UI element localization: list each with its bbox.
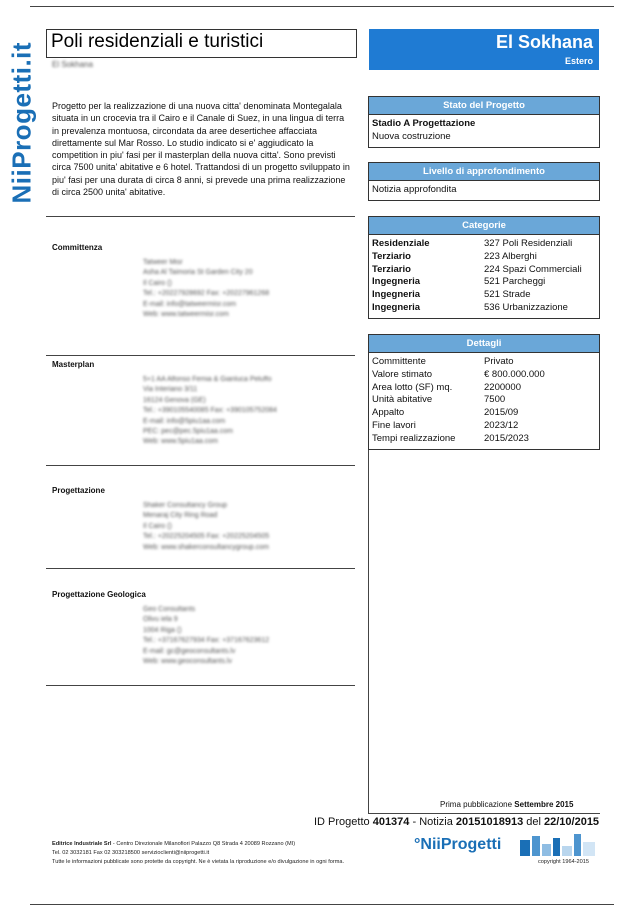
panel-header: Dettagli [369,335,599,353]
column-divider [368,448,369,814]
project-description: Progetto per la realizzazione di una nuova citta' denominata Montegalala situata in un crocevia tra il Cairo e il Canale di Suez, in una lingua di terra in prevalenza montuosa, circondata da aree desertichee affacciata direttamente sul Mar Rosso. Lo studio indicato si e' aggiudicato la competition in piu' fasi per il masterplan della nuova citta'. Sono previsti circa 7500 unita' abitative e 6 hotel. Trattandosi di un progetto sviluppato in piu' fasi per una durata di circa 8 anni, si prevede una prima realizzazione di circa 2500 unita' abitative. [52,101,350,198]
top-rule [30,6,614,7]
panel-header: Livello di approfondimento [369,163,599,181]
brand-logo: NiiProgetti.it [6,41,37,204]
bottom-rule [30,904,614,905]
contact-role: Progettazione [52,486,105,495]
id-line: ID Progetto 401374 - Notizia 20151018913 del 22/10/2015 [314,816,600,828]
detail-row: Valore stimato € 800.000.000 [372,368,545,380]
footer-copyright: copyright 1964-2015 [538,859,590,865]
footer-notice: Tutte le informazioni pubblicate sono protette da copyright. Ne è vietata la riproduzione e/o divulgazione in ogni forma. [52,859,345,865]
category-row: Residenziale 327 Poli Residenziali [372,238,573,249]
category-row: Ingegneria 521 Parcheggi [372,276,546,288]
publication-line: Prima pubblicazione Settembre 2015 [440,800,574,809]
location-name: El Sokhana [495,32,593,52]
divider [46,568,355,569]
detail-row: Fine lavori 2023/12 [372,419,519,431]
contact-role: Masterplan [52,360,95,369]
page-title: Poli residenziali e turistici [51,31,264,52]
category-row: Terziario 224 Spazi Commerciali [372,263,582,275]
panel-header: Stato del Progetto [369,97,599,115]
category-row: Ingegneria 536 Urbanizzazione [372,301,568,313]
stato-type: Nuova costruzione [372,130,451,142]
divider [46,685,355,686]
location-region: Estero [564,56,593,66]
divider [46,216,355,217]
category-row: Terziario 223 Alberghi [372,250,537,262]
title-box [46,29,357,58]
footer-company: Editrice Industriale Srl - Centro Direzionale Milanofiori Palazzo Q8 Strada 4 20089 Rozzano (MI) [52,841,296,847]
contact-role: Progettazione Geologica [52,590,146,599]
page-subtitle: El Sokhana [52,60,93,69]
location-box [369,29,599,70]
detail-row: Tempi realizzazione 2015/2023 [372,432,529,444]
livello-panel [368,162,600,201]
stato-phase: Stadio A Progettazione [372,118,476,129]
dettagli-panel [368,334,600,450]
niiprogetti-logo: °NiiProgetti [414,836,502,853]
detail-row: Unità abitative 7500 [372,394,506,406]
divider [368,813,600,814]
categorie-panel [368,216,600,319]
panel-header: Categorie [369,217,599,235]
skyline-logo-icon [520,832,598,856]
contact-details: Geo Consultants Olivu iela 9 1004 Riga () Tel.: +37167627934 Fax: +37167623612 E-mail: gc@geoconsultants.lv Web: www.geoconsultants.lv [143,606,270,666]
category-row: Ingegneria 521 Strade [372,289,531,301]
contact-details: 5+1 AA Alfonso Femia & Gianluca Peluffo Via Interiano 3/11 16124 Genova (GE) Tel.: +390105540085 Fax: +390105752084 E-mail: info@5piu1aa.com PEC: pec@pec.5piu1aa.com Web: www.5piu1aa.com [143,376,277,446]
divider [46,355,355,356]
contact-details: Shaker Consultancy Group Menaraj City Ring Road Il Cairo () Tel.: +20225204505 Fax: +20225204505 Web: www.shakerconsultancygroup.com [143,502,270,551]
livello-value: Notizia approfondita [372,184,457,195]
detail-row: Committente Privato [372,356,514,367]
footer-contacts: Tel. 02 3032181 Fax 02 303218500 servizioclienti@niiprogetti.it [52,850,210,856]
contact-role: Committenza [52,243,103,252]
detail-row: Area lotto (SF) mq. 2200000 [372,381,521,393]
divider [46,465,355,466]
stato-panel [368,96,600,148]
contact-details: Tatweer Misr Asha Al Taimoria St Garden City 20 Il Cairo () Tel.: +20227928692 Fax: +20227961268 E-mail: info@tatweermisr.com Web: www.tatweermisr.com [143,259,270,319]
detail-row: Appalto 2015/09 [372,407,519,419]
